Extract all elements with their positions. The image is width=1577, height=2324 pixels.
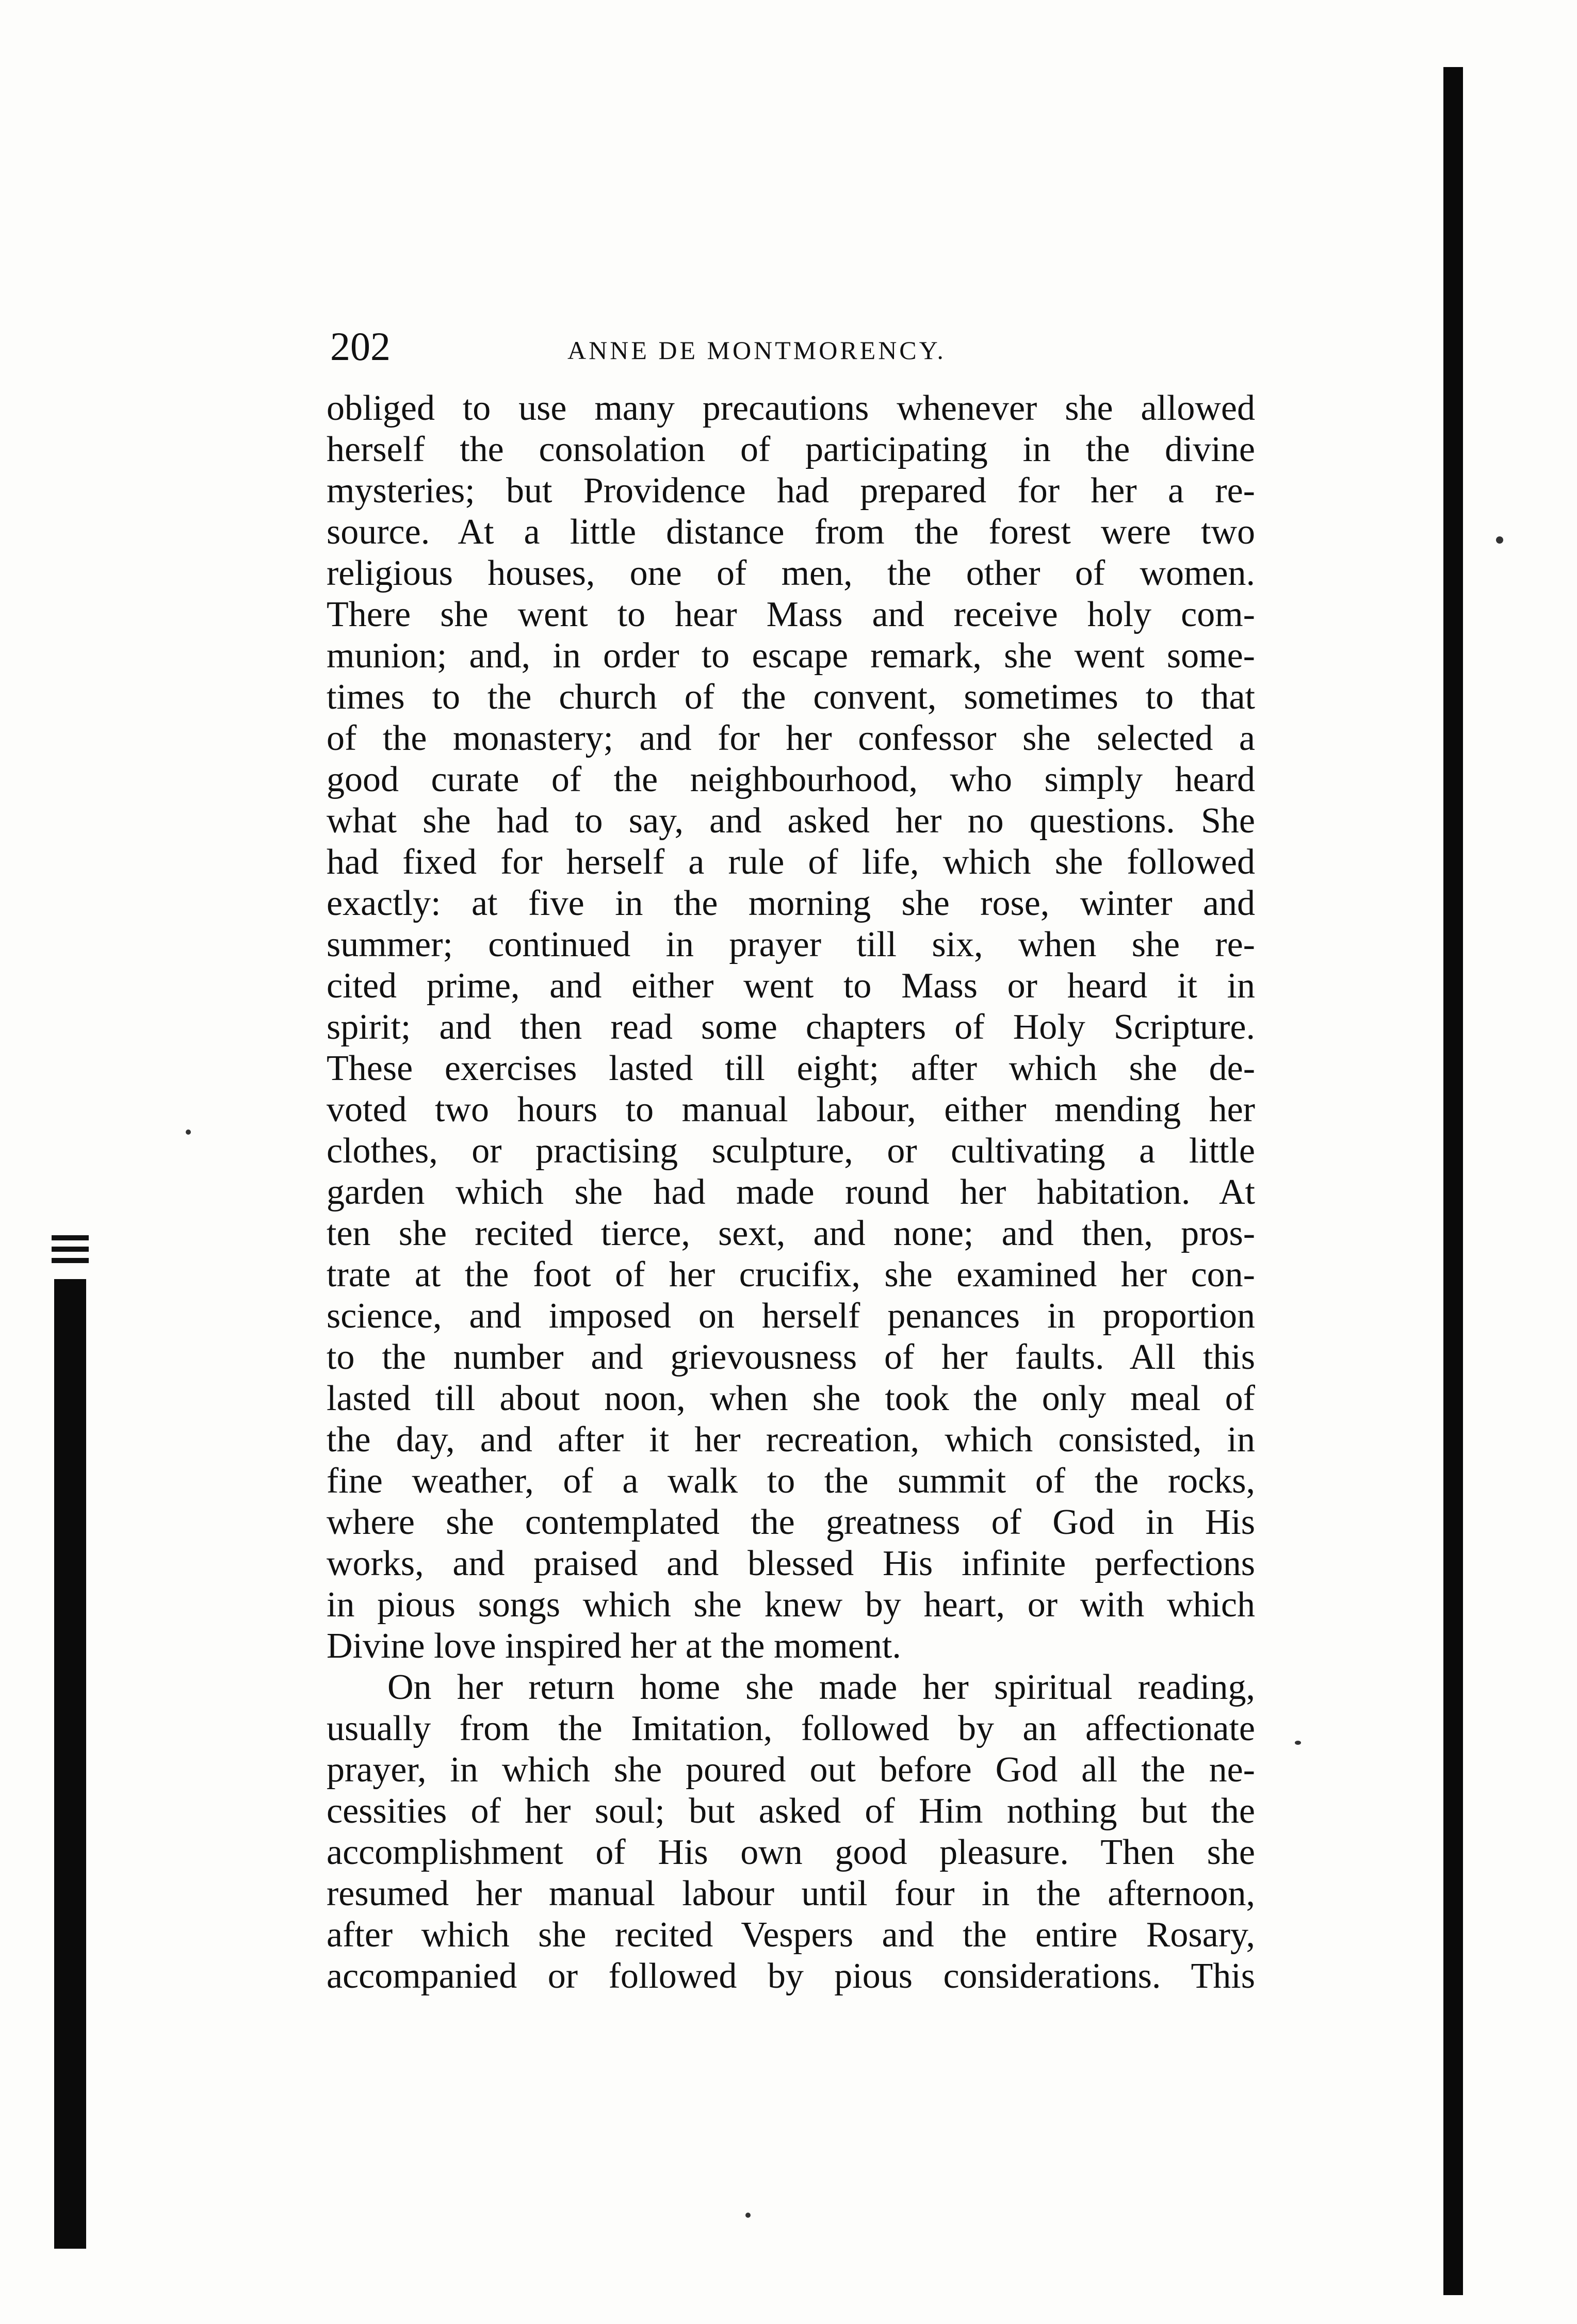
text-line: trate at the foot of her crucifix, she examined her con-	[327, 1255, 1255, 1295]
page-header	[330, 321, 1259, 383]
scan-speck	[1496, 536, 1503, 544]
text-line: religious houses, one of men, the other of women.	[327, 553, 1255, 593]
text-line: prayer, in which she poured out before God all the ne-	[327, 1750, 1255, 1790]
text-line: voted two hours to manual labour, either mending her	[327, 1090, 1255, 1130]
scan-edge-bar-left	[54, 1279, 86, 2249]
text-line: garden which she had made round her habitation. At	[327, 1172, 1255, 1212]
scan-speck	[186, 1130, 191, 1135]
scan-speck	[1295, 1741, 1301, 1745]
text-line: to the number and grievousness of her faults. All this	[327, 1337, 1255, 1377]
text-line: spirit; and then read some chapters of Holy Scripture.	[327, 1007, 1255, 1047]
text-line: source. At a little distance from the forest were two	[327, 512, 1255, 552]
text-line: mysteries; but Providence had prepared for her a re-	[327, 471, 1255, 511]
text-line: had fixed for herself a rule of life, which she followed	[327, 842, 1255, 882]
text-line: cessities of her soul; but asked of Him nothing but the	[327, 1791, 1255, 1831]
text-line: These exercises lasted till eight; after which she de-	[327, 1049, 1255, 1088]
text-line: herself the consolation of participating in the divine	[327, 430, 1255, 469]
page-number: 202	[330, 324, 391, 369]
text-line: accompanied or followed by pious considerations. This	[327, 1956, 1255, 1996]
text-line: after which she recited Vespers and the entire Rosary,	[327, 1915, 1255, 1955]
scan-edge-bar-right	[1443, 67, 1463, 2295]
text-line: There she went to hear Mass and receive holy com-	[327, 595, 1255, 634]
text-line: clothes, or practising sculpture, or cultivating a little	[327, 1131, 1255, 1171]
text-line: times to the church of the convent, sometimes to that	[327, 677, 1255, 717]
scan-edge-ticks-left	[52, 1235, 89, 1266]
scan-speck	[745, 2213, 751, 2218]
text-line: fine weather, of a walk to the summit of the rocks,	[327, 1461, 1255, 1501]
running-head: ANNE DE MONTMORENCY.	[567, 336, 946, 365]
text-line: science, and imposed on herself penances in proportion	[327, 1296, 1255, 1336]
text-line: exactly: at five in the morning she rose, winter and	[327, 883, 1255, 923]
text-line: where she contemplated the greatness of God in His	[327, 1502, 1255, 1542]
text-line: resumed her manual labour until four in the afternoon,	[327, 1874, 1255, 1913]
text-line: obliged to use many precautions whenever she allowed	[327, 388, 1255, 428]
text-line: the day, and after it her recreation, which consisted, in	[327, 1420, 1255, 1460]
text-line: cited prime, and either went to Mass or heard it in	[327, 966, 1255, 1006]
text-line: usually from the Imitation, followed by an affectionate	[327, 1709, 1255, 1748]
text-line: accomplishment of His own good pleasure. Then she	[327, 1832, 1255, 1872]
text-line: summer; continued in prayer till six, when she re-	[327, 925, 1255, 964]
text-line: lasted till about noon, when she took the only meal of	[327, 1379, 1255, 1418]
text-line: munion; and, in order to escape remark, she went some-	[327, 636, 1255, 676]
text-line: ten she recited tierce, sext, and none; and then, pros-	[327, 1214, 1255, 1253]
text-line: On her return home she made her spiritual reading,	[387, 1667, 1255, 1707]
text-line: Divine love inspired her at the moment.	[327, 1626, 901, 1666]
text-line: works, and praised and blessed His infinite perfections	[327, 1544, 1255, 1583]
text-line: in pious songs which she knew by heart, or with which	[327, 1585, 1255, 1625]
body-text	[327, 388, 1255, 2038]
text-line: of the monastery; and for her confessor she selected a	[327, 718, 1255, 758]
text-line: what she had to say, and asked her no questions. She	[327, 801, 1255, 841]
text-line: good curate of the neighbourhood, who simply heard	[327, 760, 1255, 799]
